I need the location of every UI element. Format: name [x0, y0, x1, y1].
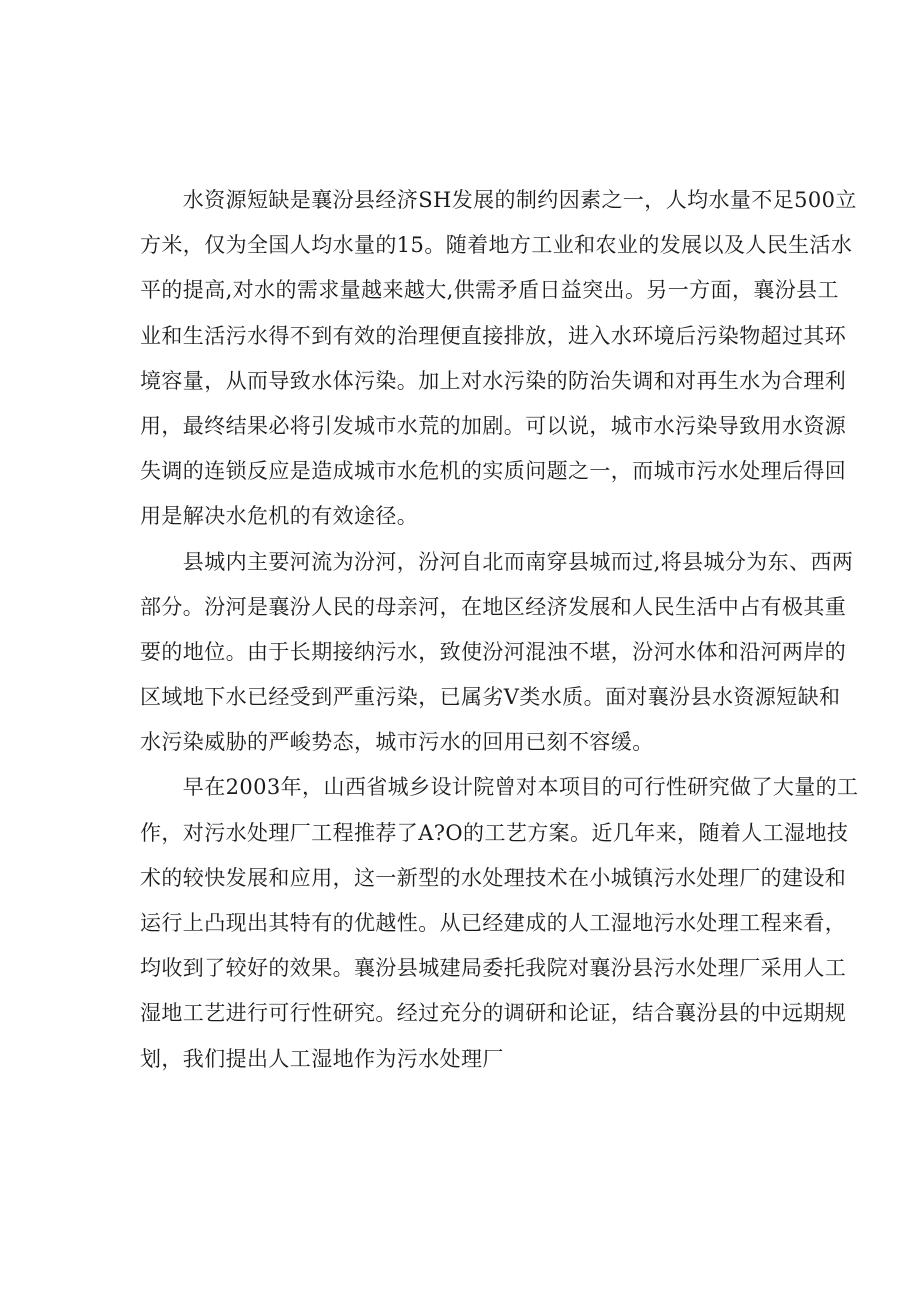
text-line: 运行上凸现出其特有的优越性。从已经建成的人工湿地污水处理工程来看， [140, 911, 847, 935]
text-line: 境容量，从而导致水体污染。加上对水污染的防治失调和对再生水为合理利 [140, 368, 847, 393]
text-line: 用是解决水危机的有效途径。 [140, 504, 419, 529]
text-line: 方米，仅为全国人均水量的15。随着地方工业和农业的发展以及人民生活水 [140, 233, 853, 258]
text-line: 术的较快发展和应用，这一新型的水处理技术在小城镇污水处理厂的建设和 [140, 865, 847, 890]
text-line: 失调的连锁反应是造成城市水危机的实质问题之一，而城市污水处理后得回 [140, 459, 847, 484]
text-line: 平的提高,对水的需求量越来越大,供需矛盾日益突出。另一方面，襄汾县工 [140, 278, 839, 303]
text-line: 划，我们提出人工湿地作为污水处理厂 [140, 1046, 504, 1071]
text-line: 部分。汾河是襄汾人民的母亲河，在地区经济发展和人民生活中占有极其重 [140, 594, 847, 619]
text-line: 县城内主要河流为汾河，汾河自北而南穿县城而过,将县城分为东、西两 [140, 549, 854, 574]
text-line: 作，对污水处理厂工程推荐了A?O的工艺方案。近几年来，随着人工湿地技 [140, 820, 849, 845]
paragraph-fen-river [140, 540, 854, 766]
paragraph-water-shortage [140, 178, 857, 540]
text-line: 区域地下水已经受到严重污染，已属劣V类水质。面对襄汾县水资源短缺和 [140, 685, 841, 710]
text-line: 早在2003年，山西省城乡设计院曾对本项目的可行性研究做了大量的工 [140, 775, 859, 800]
text-line: 均收到了较好的效果。襄汾县城建局委托我院对襄汾县污水处理厂采用人工 [140, 956, 847, 981]
text-line: 业和生活污水得不到有效的治理便直接排放，进入水环境后污染物超过其环 [140, 323, 847, 348]
paragraph-project-background [140, 765, 859, 1081]
text-line: 水资源短缺是襄汾县经济SH发展的制约因素之一，人均水量不足500立 [140, 188, 857, 212]
text-line: 湿地工艺进行可行性研究。经过充分的调研和论证，结合襄汾县的中远期规 [140, 1001, 847, 1026]
text-line: 水污染威胁的严峻势态，城市污水的回用已刻不容缓。 [140, 730, 654, 755]
text-line: 要的地位。由于长期接纳污水，致使汾河混浊不堪，汾河水体和沿河两岸的 [140, 639, 847, 664]
document-body [140, 178, 859, 1082]
text-line: 用，最终结果必将引发城市水荒的加剧。可以说，城市水污染导致用水资源 [140, 413, 847, 438]
